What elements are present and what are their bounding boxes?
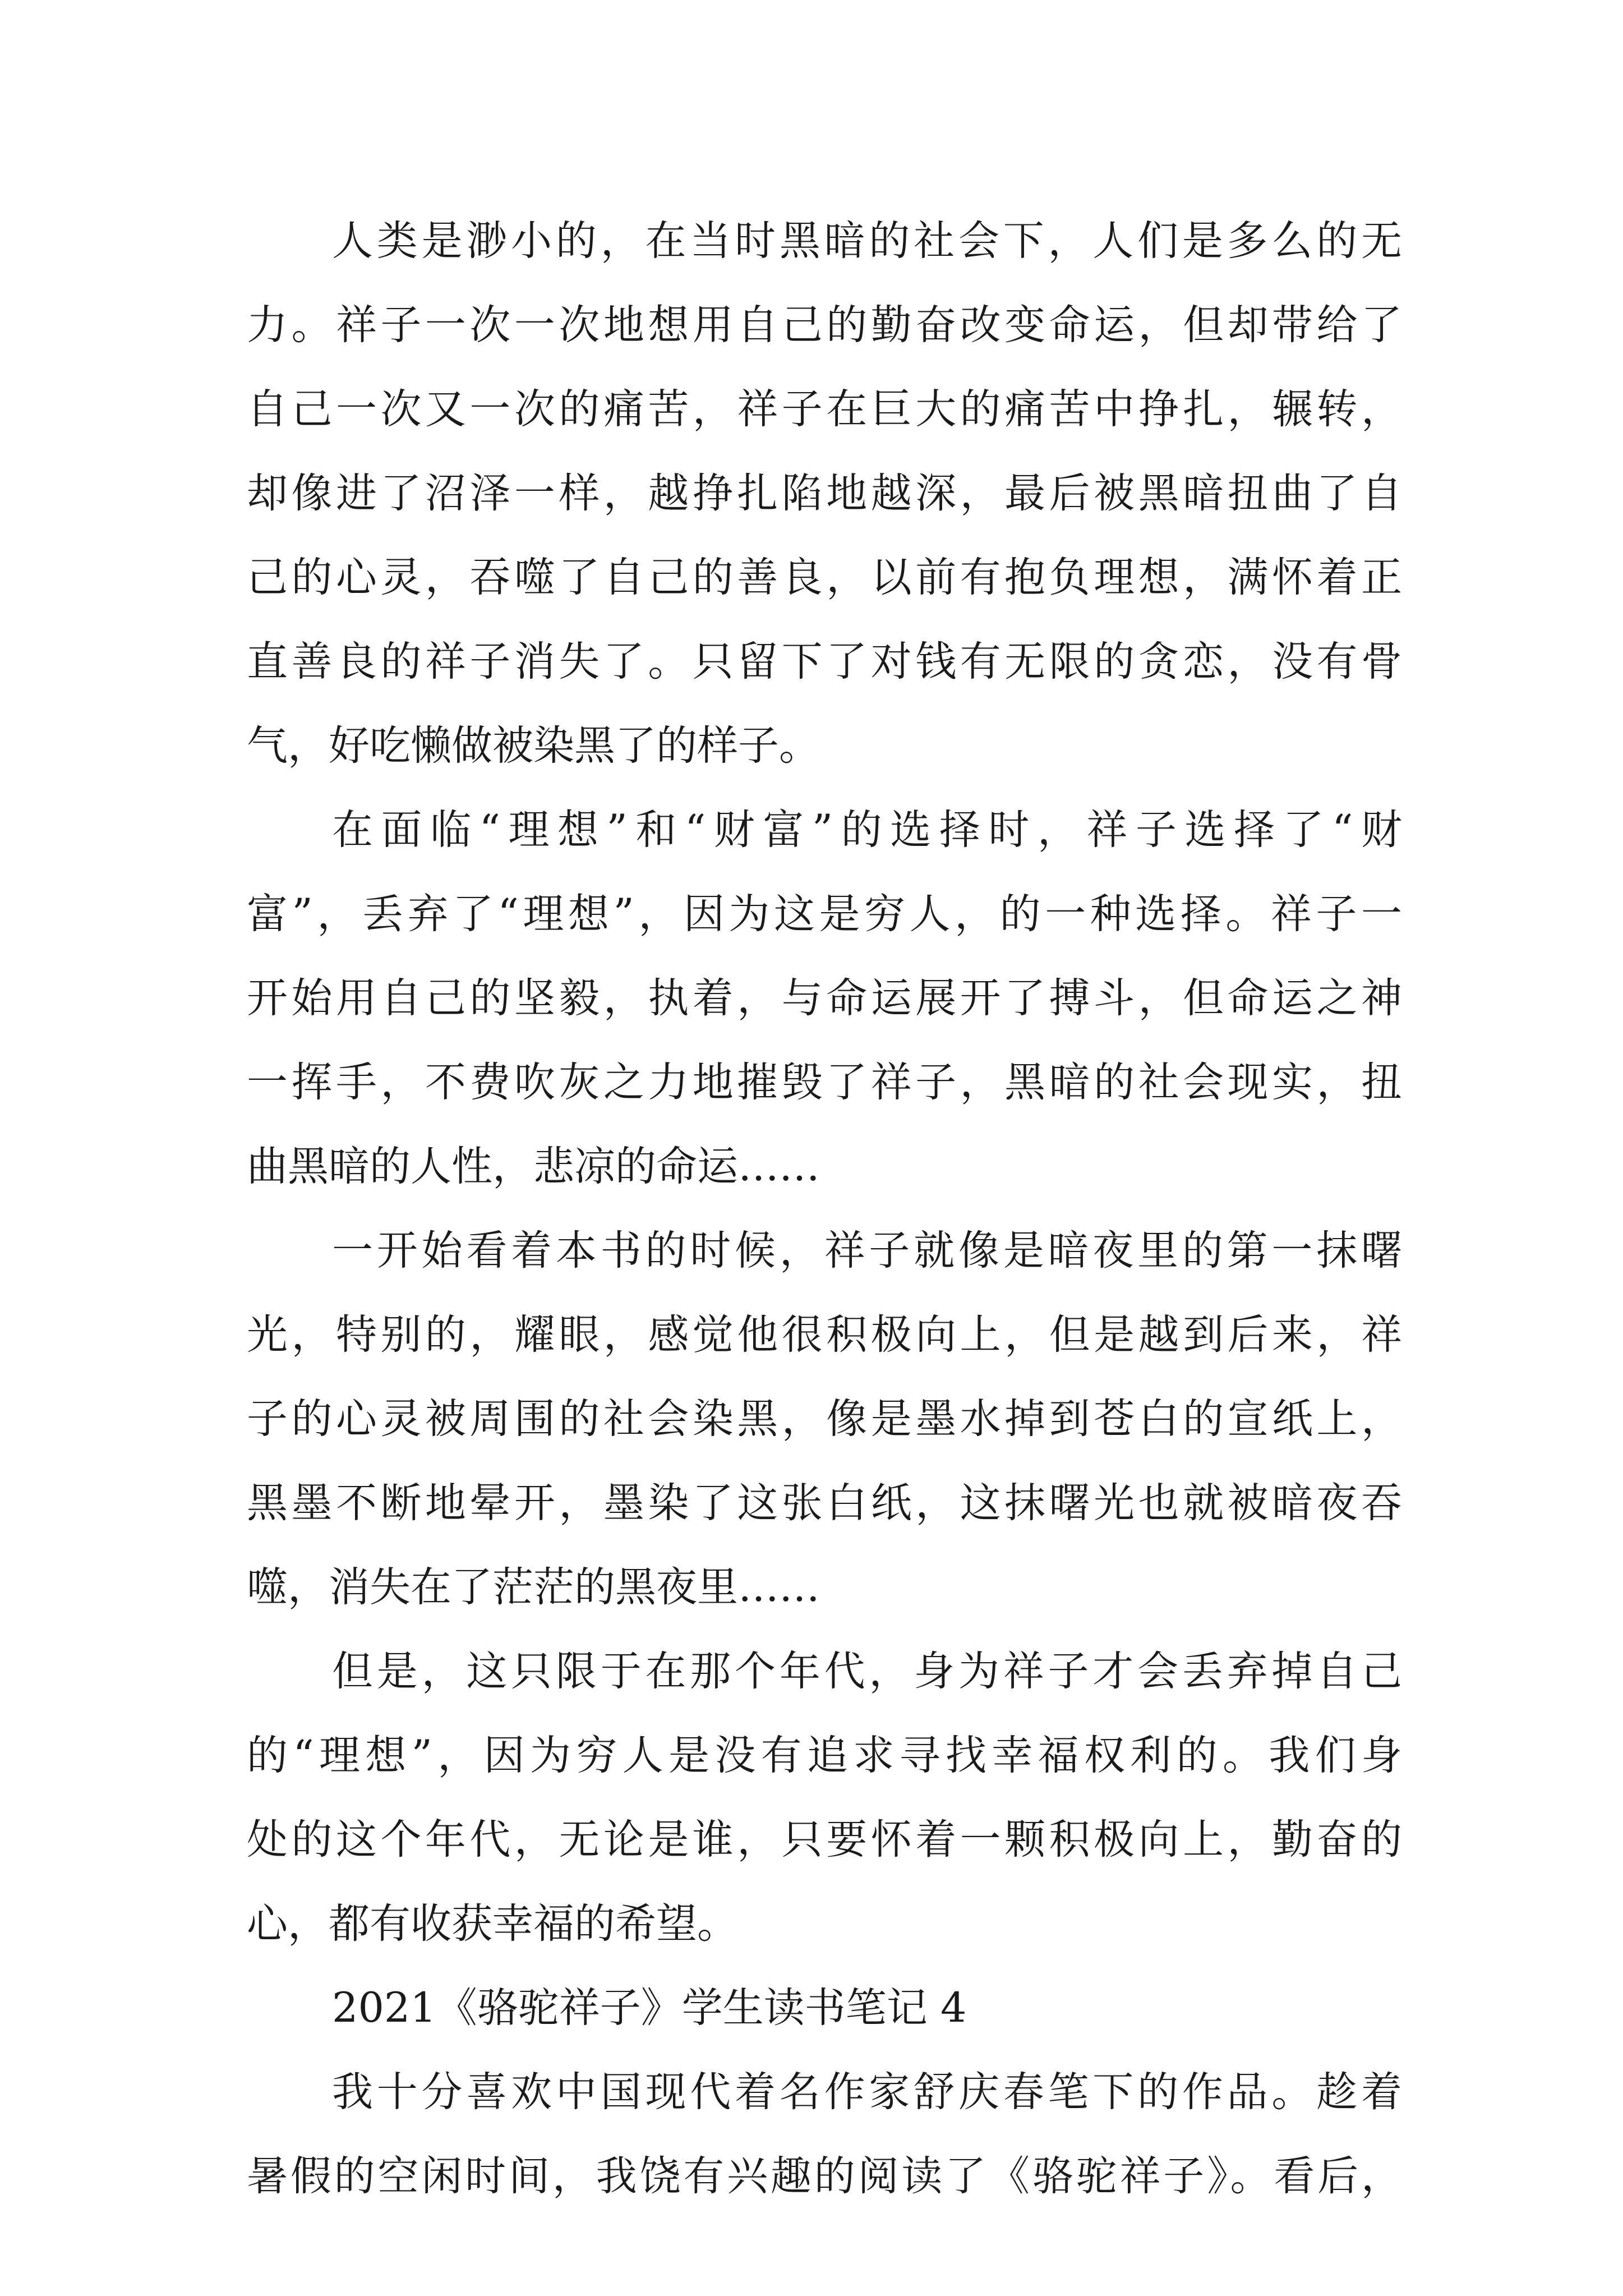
text-line: 力。祥子一次一次地想用自己的勤奋改变命运，但却带给了 <box>247 301 1402 349</box>
text-line: 直善良的祥子消失了。只留下了对钱有无限的贪恋，没有骨 <box>247 638 1402 685</box>
text-line: 暑假的空闲时间，我饶有兴趣的阅读了《骆驼祥子》。看后， <box>247 2152 1402 2200</box>
text-line: 我十分喜欢中国现代着名作家舒庆春笔下的作品。趁着 <box>332 2068 1402 2116</box>
text-line: 的“理想”，因为穷人是没有追求寻找幸福权利的。我们身 <box>247 1732 1402 1779</box>
text-line: 噬，消失在了茫茫的黑夜里…… <box>247 1563 820 1611</box>
text-line: 心，都有收获幸福的希望。 <box>247 1900 738 1948</box>
text-line: 一开始看着本书的时候，祥子就像是暗夜里的第一抹曙 <box>332 1227 1402 1274</box>
text-line: 人类是渺小的，在当时黑暗的社会下，人们是多么的无 <box>332 217 1402 265</box>
section-heading: 2021《骆驼祥子》学生读书笔记 4 <box>332 1984 967 2032</box>
text-line: 子的心灵被周围的社会染黑，像是墨水掉到苍白的宣纸上， <box>247 1395 1402 1443</box>
text-line: 黑墨不断地晕开，墨染了这张白纸，这抹曙光也就被暗夜吞 <box>247 1479 1402 1527</box>
text-line: 气，好吃懒做被染黑了的样子。 <box>247 722 820 770</box>
text-line: 富”，丢弃了“理想”，因为这是穷人，的一种选择。祥子一 <box>247 890 1402 938</box>
text-line: 自己一次又一次的痛苦，祥子在巨大的痛苦中挣扎，辗转， <box>247 385 1402 433</box>
text-line: 在面临“理想”和“财富”的选择时，祥子选择了“财 <box>332 806 1402 854</box>
text-line: 一挥手，不费吹灰之力地摧毁了祥子，黑暗的社会现实，扭 <box>247 1059 1402 1106</box>
text-line: 但是，这只限于在那个年代，身为祥子才会丢弃掉自己 <box>332 1648 1402 1695</box>
text-line: 曲黑暗的人性，悲凉的命运…… <box>247 1143 820 1190</box>
text-line: 开始用自己的坚毅，执着，与命运展开了搏斗，但命运之神 <box>247 974 1402 1022</box>
text-line: 己的心灵，吞噬了自己的善良，以前有抱负理想，满怀着正 <box>247 554 1402 601</box>
text-line: 光，特别的，耀眼，感觉他很积极向上，但是越到后来，祥 <box>247 1311 1402 1359</box>
text-line: 却像进了沼泽一样，越挣扎陷地越深，最后被黑暗扭曲了自 <box>247 470 1402 517</box>
text-line: 处的这个年代，无论是谁，只要怀着一颗积极向上，勤奋的 <box>247 1816 1402 1864</box>
